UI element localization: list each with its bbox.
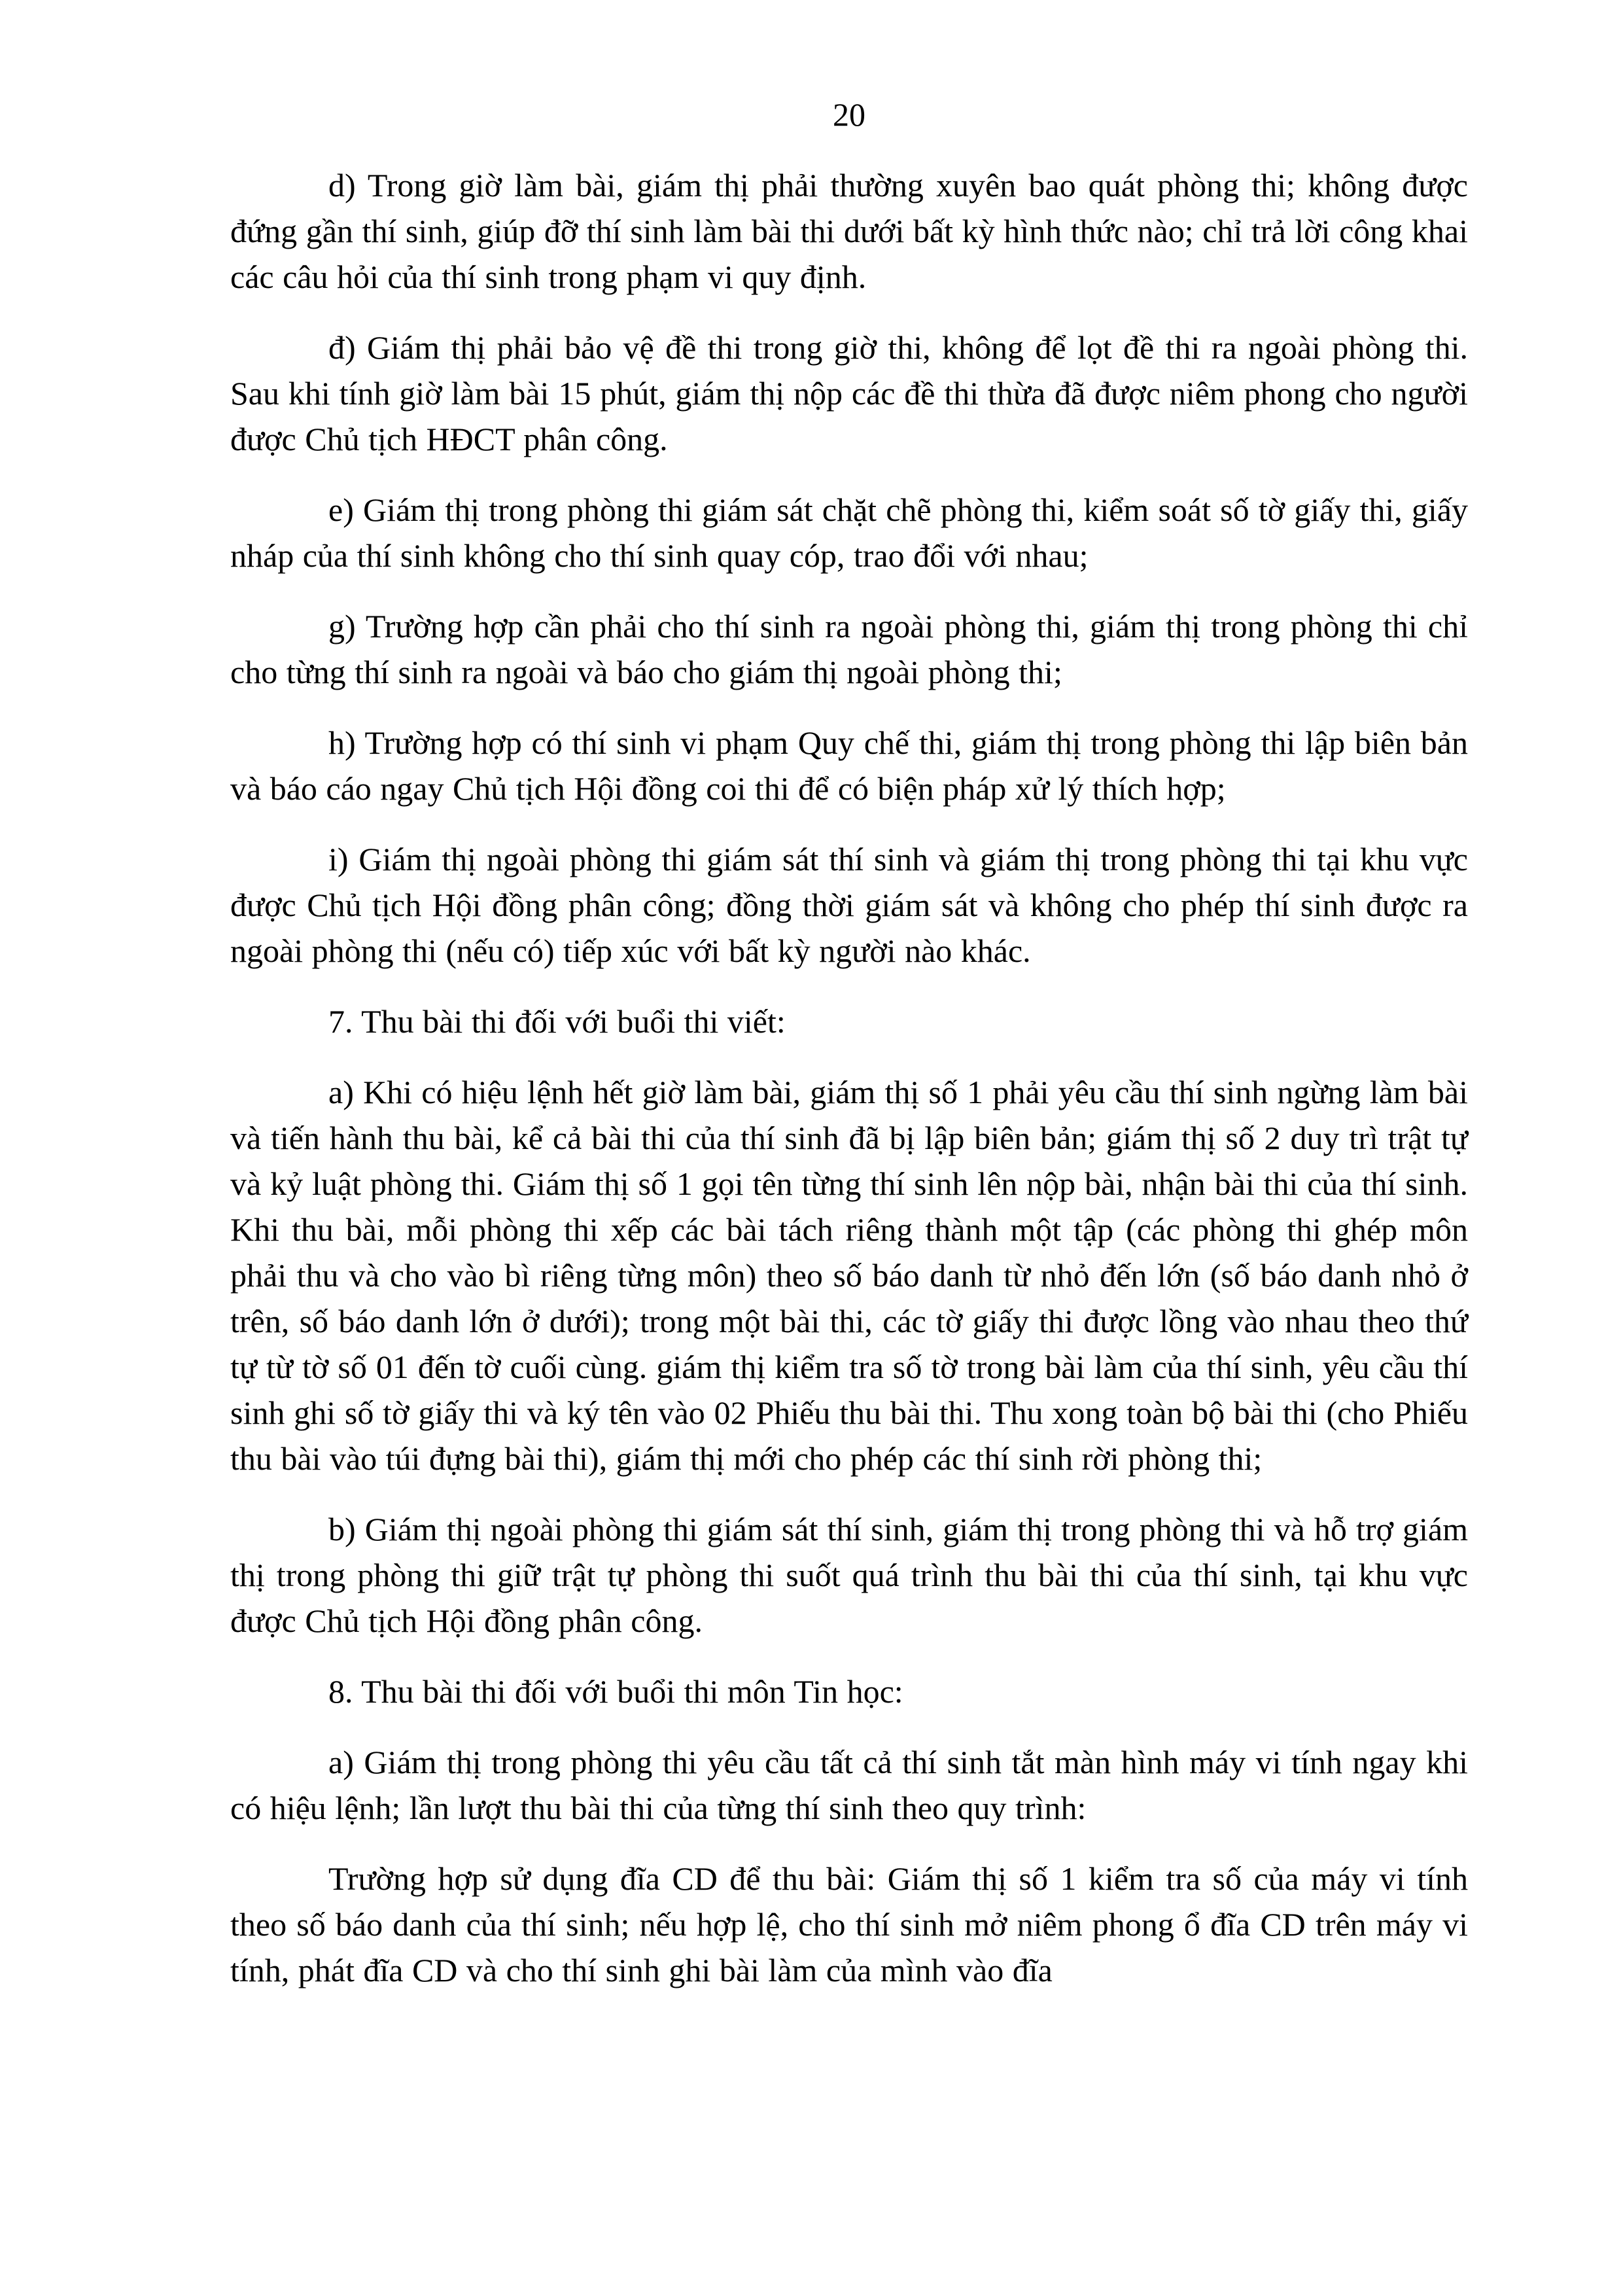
paragraph-e: e) Giám thị trong phòng thi giám sát chặt chẽ phòng thi, kiểm soát số tờ giấy thi, giấy nháp của thí sinh không cho thí sinh quay cóp, trao đổi với nhau; [230,491,1468,574]
heading-item-7: 7. Thu bài thi đối với buổi thi viết: [328,1003,786,1040]
heading-item-8: 8. Thu bài thi đối với buổi thi môn Tin học: [328,1673,903,1710]
paragraph-d: d) Trong giờ làm bài, giám thị phải thường xuyên bao quát phòng thi; không được đứng gần thí sinh, giúp đỡ thí sinh làm bài thi dưới bất kỳ hình thức nào; chỉ trả lời công khai các câu hỏi của thí sinh trong phạm vi quy định. [230,167,1468,295]
paragraph-h: h) Trường hợp có thí sinh vi phạm Quy chế thi, giám thị trong phòng thi lập biên bản và báo cáo ngay Chủ tịch Hội đồng coi thi để có biện pháp xử lý thích hợp; [230,724,1468,807]
paragraph-7b: b) Giám thị ngoài phòng thi giám sát thí sinh, giám thị trong phòng thi và hỗ trợ giám thị trong phòng thi giữ trật tự phòng thi suốt quá trình thu bài thi của thí sinh, tại khu vực được Chủ tịch Hội đồng phân công. [230,1511,1468,1639]
paragraph-i: i) Giám thị ngoài phòng thi giám sát thí sinh và giám thị trong phòng thi tại khu vực được Chủ tịch Hội đồng phân công; đồng thời giám sát và không cho phép thí sinh được ra ngoài phòng thi (nếu có) tiếp xúc với bất kỳ người nào khác. [230,841,1468,969]
paragraph-7a: a) Khi có hiệu lệnh hết giờ làm bài, giám thị số 1 phải yêu cầu thí sinh ngừng làm bài và tiến hành thu bài, kể cả bài thi của thí sinh đã bị lập biên bản; giám thị số 2 duy trì trật tự và kỷ luật phòng thi. Giám thị số 1 gọi tên từng thí sinh lên nộp bài, nhận bài thi của thí sinh. Khi thu bài, mỗi phòng thi xếp các bài tách riêng thành một tập (các phòng thi ghép môn phải thu và cho vào bì riêng từng môn) theo số báo danh từ nhỏ đến lớn (số báo danh nhỏ ở trên, số báo danh lớn ở dưới); trong một bài thi, các tờ giấy thi được lồng vào nhau theo thứ tự từ tờ số 01 đến tờ cuối cùng. giám thị kiểm tra số tờ trong bài làm của thí sinh, yêu cầu thí sinh ghi số tờ giấy thi và ký tên vào 02 Phiếu thu bài thi. Thu xong toàn bộ bài thi (cho Phiếu thu bài vào túi đựng bài thi), giám thị mới cho phép các thí sinh rời phòng thi; [230,1074,1468,1477]
paragraph-8-cd: Trường hợp sử dụng đĩa CD để thu bài: Giám thị số 1 kiểm tra số của máy vi tính theo số báo danh của thí sinh; nếu hợp lệ, cho thí sinh mở niêm phong ổ đĩa CD trên máy vi tính, phát đĩa CD và cho thí sinh ghi bài làm của mình vào đĩa [230,1860,1468,1988]
paragraph-g: g) Trường hợp cần phải cho thí sinh ra ngoài phòng thi, giám thị trong phòng thi chỉ cho từng thí sinh ra ngoài và báo cho giám thị ngoài phòng thi; [230,608,1468,690]
paragraph-dd: đ) Giám thị phải bảo vệ đề thi trong giờ thi, không để lọt đề thi ra ngoài phòng thi. Sau khi tính giờ làm bài 15 phút, giám thị nộp các đề thi thừa đã được niêm phong cho người được Chủ tịch HĐCT phân công. [230,329,1468,457]
text-block [230,92,1468,1993]
page-number: 20 [833,96,865,133]
paragraph-8a: a) Giám thị trong phòng thi yêu cầu tất cả thí sinh tắt màn hình máy vi tính ngay khi có hiệu lệnh; lần lượt thu bài thi của từng thí sinh theo quy trình: [230,1744,1468,1826]
